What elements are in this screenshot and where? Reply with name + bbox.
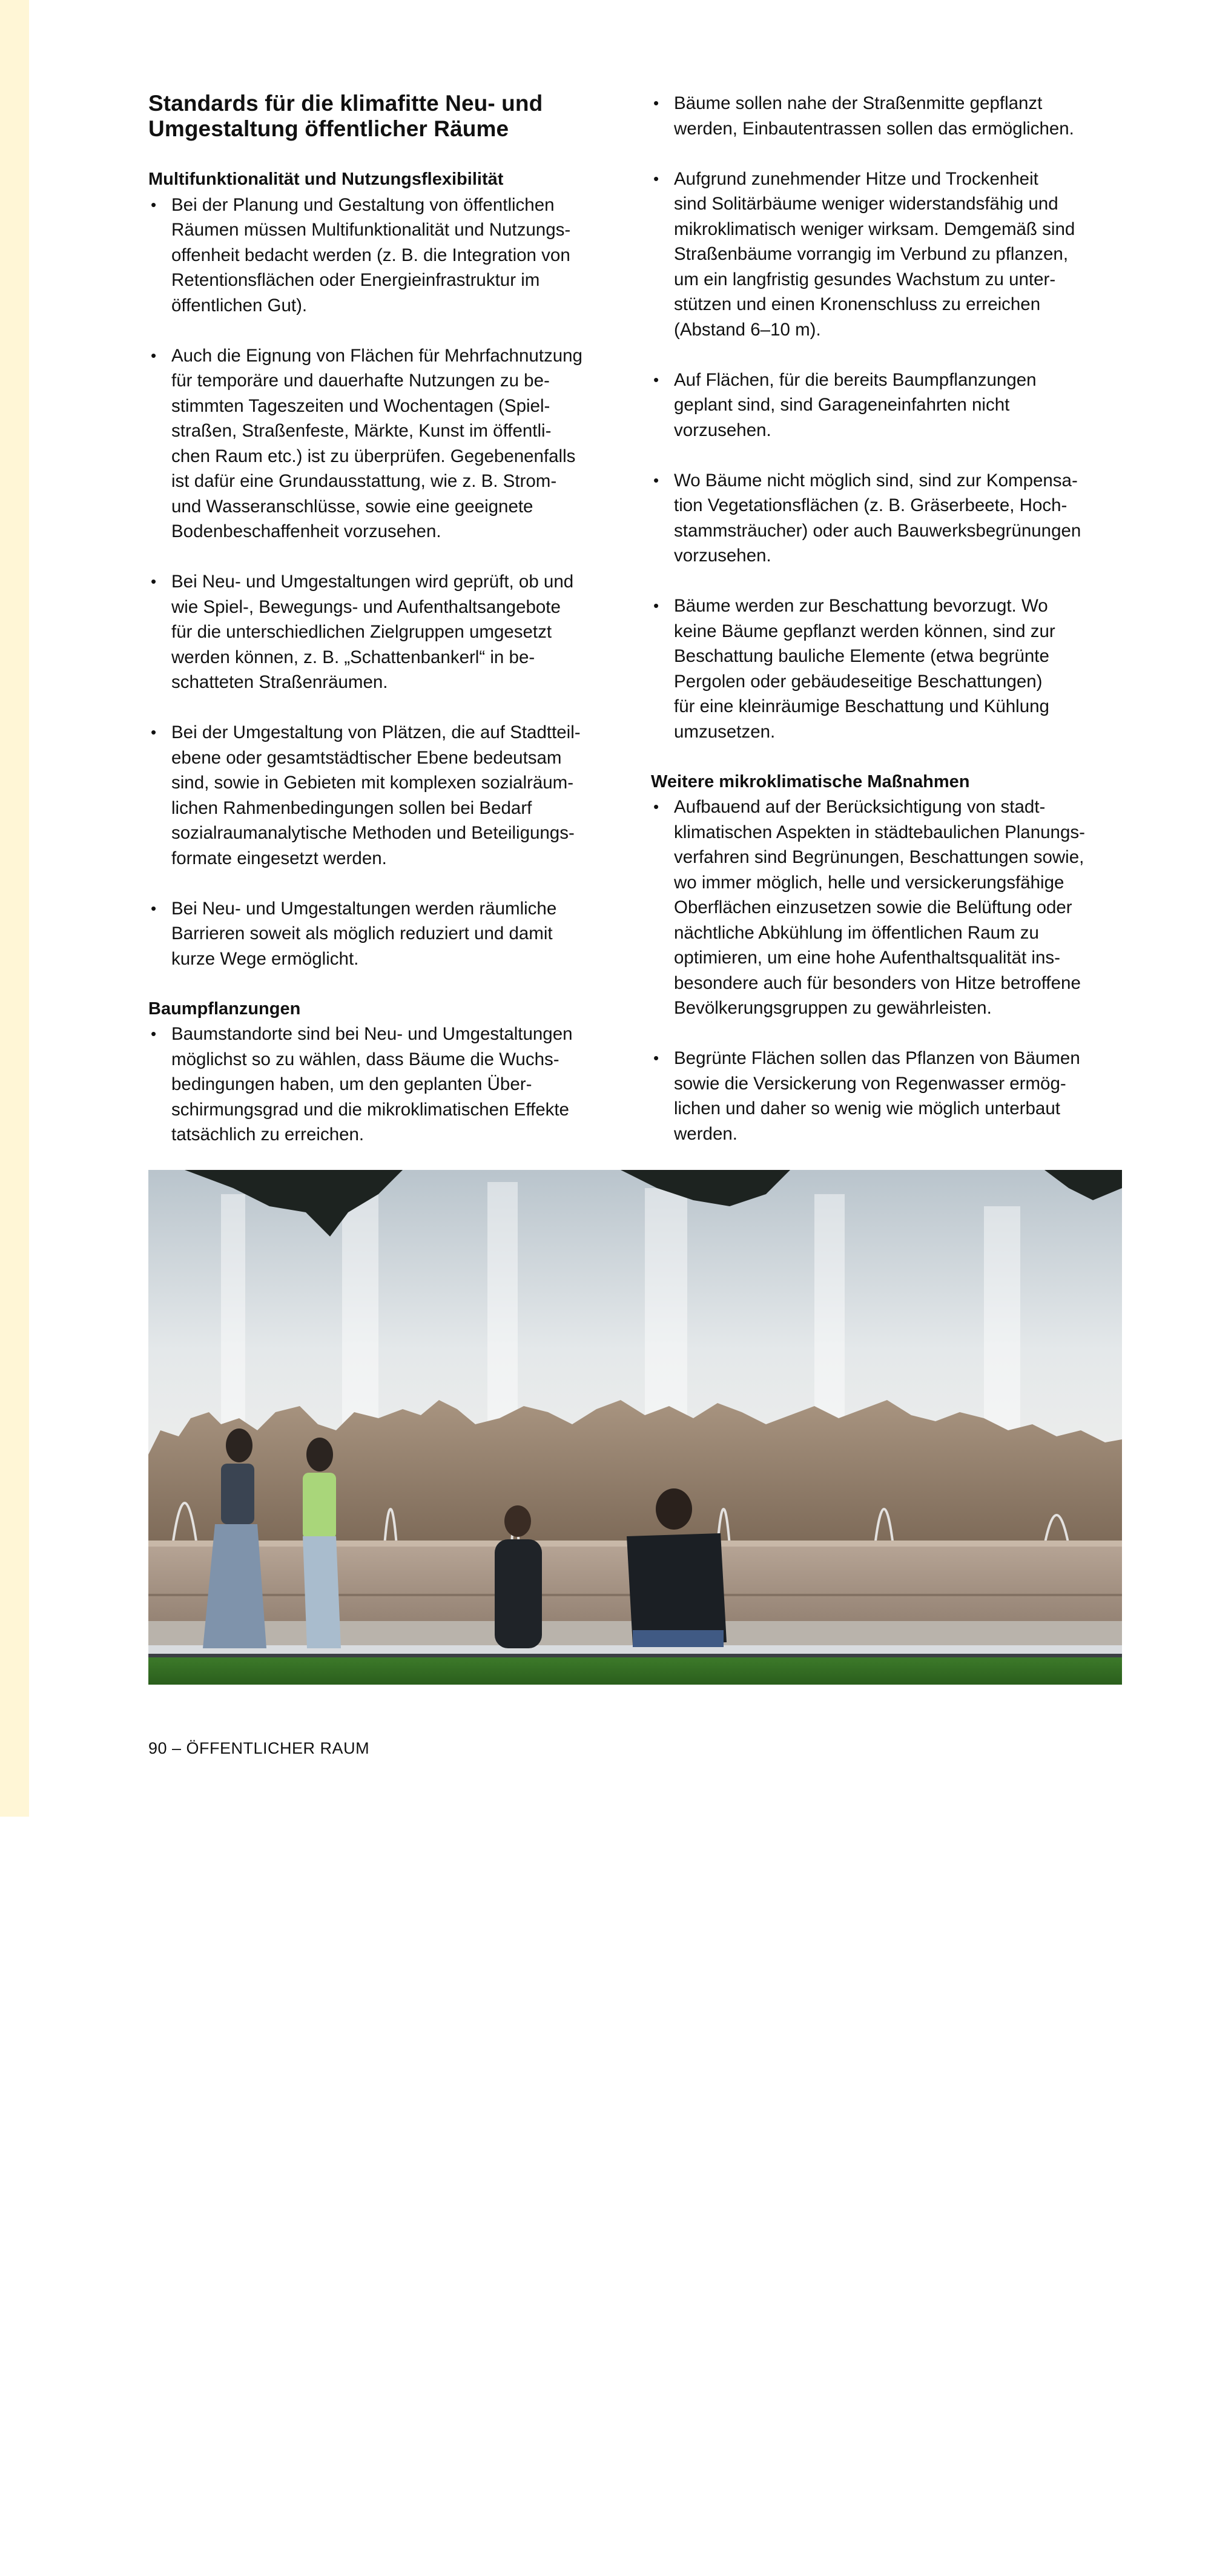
bullet-text-line: keine Bäume gepflanzt werden können, sind zur [674,621,1055,641]
bullet-text-line: umzusetzen. [674,721,776,742]
left-sections [148,167,633,1148]
bullet-item [148,343,633,544]
bullet-text-line: nächtliche Abkühlung im öffentlichen Raum zu [674,922,1039,943]
bullet-dot-icon: • [653,169,659,188]
bullet-text-line: Bäume sollen nahe der Straßenmitte gepflanzt [674,93,1043,113]
bullet-text-line: Räumen müssen Multifunktionalität und Nutzungs- [171,220,571,240]
bullet-item [651,167,1135,343]
bullet-text-line: Begrünte Flächen sollen das Pflanzen von Bäumen [674,1048,1080,1068]
bullet-text-line: Oberflächen einzusetzen sowie die Belüftung oder [674,897,1072,917]
content-section [651,91,1135,744]
bullet-dot-icon: • [151,899,157,917]
content-section [651,770,1135,1147]
bullet-text-line: besondere auch für besonders von Hitze betroffene [674,973,1081,993]
photo-illustration [148,1170,1122,1685]
photo-credit: Stadt Wien / Gerd Götzenbrucker [305,2364,320,2576]
bullet-text-line: für die unterschiedlichen Zielgruppen umgesetzt [171,622,552,642]
bullet-text-line: ebene oder gesamtstädtischer Ebene bedeutsam [171,747,562,768]
section-heading: Multifunktionalität und Nutzungsflexibilität [148,170,504,189]
bullet-text-line: tion Vegetationsflächen (z. B. Gräserbeete, Hoch- [674,495,1067,515]
bullet-text-line: Retentionsflächen oder Energieinfrastruktur im [171,270,540,290]
bullet-item [651,593,1135,744]
bullet-text-line: vorzusehen. [674,546,771,566]
bullet-text-line: werden können, z. B. „Schattenbankerl“ in be- [171,647,535,667]
bullet-text-line: offenheit bedacht werden (z. B. die Integration von [171,245,570,265]
bullet-text-line: Bei der Planung und Gestaltung von öffentlichen [171,194,555,215]
bullet-text-line: lichen und daher so wenig wie möglich unterbaut [674,1098,1060,1118]
bullet-text-line: für eine kleinräumige Beschattung und Kühlung [674,696,1049,716]
bullet-dot-icon: • [151,1025,157,1043]
bullet-text-line: Bäume werden zur Beschattung bevorzugt. Wo [674,596,1048,616]
bullet-text-line: möglichst so zu wählen, dass Bäume die Wuchs- [171,1049,559,1069]
bullet-text-line: stimmten Tageszeiten und Wochentagen (Spiel- [171,395,550,416]
bullet-text-line: lichen Rahmenbedingungen sollen bei Bedarf [171,798,532,818]
bullet-dot-icon: • [151,346,157,365]
bullet-text-line: sind, sowie in Gebieten mit komplexen sozialräum- [171,773,574,793]
content-section [148,167,633,971]
right-sections [651,91,1135,1146]
bullet-text-line: schatteten Straßenräumen. [171,672,388,692]
bullet-text-line: sind Solitärbäume weniger widerstandsfähig und [674,194,1058,214]
bullet-item [651,91,1135,141]
bullet-dot-icon: • [653,798,659,816]
bullet-item [651,368,1135,443]
bullet-text-line: um ein langfristig gesundes Wachstum zu unter- [674,269,1056,289]
bullet-dot-icon: • [653,370,659,389]
bullet-dot-icon: • [151,723,157,741]
left-column [148,91,633,1172]
bullet-text-line: Beschattung bauliche Elemente (etwa begrünte [674,646,1049,666]
bullet-text-line: öffentlichen Gut). [171,295,308,315]
bullet-dot-icon: • [653,94,659,112]
bullet-text-line: Aufgrund zunehmender Hitze und Trockenheit [674,168,1038,189]
bullet-text-line: vorzusehen. [674,420,771,440]
bullet-list [148,193,633,972]
bullet-item [651,794,1135,1021]
bullet-text-line: sozialraumanalytische Methoden und Beteiligungs- [171,823,575,843]
bullet-text-line: stammsträucher) oder auch Bauwerksbegrünungen [674,520,1081,541]
content-section [148,997,633,1148]
bullet-dot-icon: • [151,195,157,214]
bullet-item [148,1022,633,1148]
bullet-text-line: straßen, Straßenfeste, Märkte, Kunst im öffentli- [171,421,552,441]
page-title [148,91,633,142]
bullet-text-line: kurze Wege ermöglicht. [171,948,359,969]
bullet-dot-icon: • [653,596,659,615]
bullet-text-line: (Abstand 6–10 m). [674,319,821,340]
bullet-text-line: wie Spiel-, Bewegungs- und Aufenthaltsangebote [171,596,561,617]
bullet-text-line: für temporäre und dauerhafte Nutzungen zu be- [171,371,550,391]
bullet-text-line: Bei Neu- und Umgestaltungen wird geprüft, ob und [171,572,574,592]
bullet-list [651,794,1135,1146]
bullet-text-line: Bevölkerungsgruppen zu gewährleisten. [674,998,992,1018]
bullet-item [651,1046,1135,1146]
page-footer: 90 – ÖFFENTLICHER RAUM [148,1739,370,1757]
bullet-text-line: sowie die Versickerung von Regenwasser ermög- [674,1073,1066,1094]
bullet-item [148,569,633,695]
section-heading: Weitere mikroklimatische Maßnahmen [651,771,970,791]
title-line: Umgestaltung öffentlicher Räume [148,116,509,141]
bullet-text-line: Straßenbäume vorrangig im Verbund zu pflanzen, [674,244,1069,264]
bullet-text-line: bedingungen haben, um den geplanten Über- [171,1074,532,1094]
bullet-text-line: Wo Bäume nicht möglich sind, sind zur Kompensa- [674,470,1078,490]
bullet-text-line: und Wasseranschlüsse, sowie eine geeignete [171,496,533,517]
bullet-dot-icon: • [653,471,659,489]
bullet-text-line: wo immer möglich, helle und versickerungsfähige [674,872,1064,893]
bullet-item [148,896,633,972]
bullet-text-line: verfahren sind Begrünungen, Beschattungen sowie, [674,847,1084,867]
bullet-text-line: Pergolen oder gebäudeseitige Beschattungen) [674,671,1043,692]
bullet-text-line: schirmungsgrad und die mikroklimatischen Effekte [171,1099,569,1120]
bullet-list [651,91,1135,744]
bullet-text-line: formate eingesetzt werden. [171,848,387,868]
accent-side-strip [0,0,29,1817]
bullet-text-line: Bei Neu- und Umgestaltungen werden räumliche [171,898,557,919]
bullet-text-line: geplant sind, sind Garageneinfahrten nicht [674,395,1010,415]
right-column [651,91,1135,1172]
bullet-item [651,468,1135,569]
bullet-text-line: Bodenbeschaffenheit vorzusehen. [171,521,441,541]
bullet-dot-icon: • [151,572,157,590]
bullet-dot-icon: • [653,1049,659,1067]
bullet-text-line: chen Raum etc.) ist zu überprüfen. Gegebenenfalls [171,446,576,466]
bullet-text-line: Bei der Umgestaltung von Plätzen, die auf Stadtteil- [171,722,581,742]
bullet-list [148,1022,633,1148]
bullet-text-line: mikroklimatisch weniger wirksam. Demgemäß sind [674,219,1075,239]
bullet-text-line: Auch die Eignung von Flächen für Mehrfachnutzung [171,345,582,366]
bullet-text-line: tatsächlich zu erreichen. [171,1125,365,1144]
section-heading: Baumpflanzungen [148,999,301,1019]
bullet-text-line: Barrieren soweit als möglich reduziert und damit [171,923,553,943]
bullet-text-line: werden. [674,1123,737,1144]
bullet-item [148,720,633,871]
bullet-text-line: optimieren, um eine hohe Aufenthaltsqualität ins- [674,948,1060,968]
bullet-text-line: ist dafür eine Grundausstattung, wie z. B. Strom- [171,471,557,491]
bullet-text-line: stützen und einen Kronenschluss zu erreichen [674,294,1041,314]
bullet-item [148,193,633,319]
bullet-text-line: werden, Einbautentrassen sollen das ermöglichen. [674,118,1074,139]
bullet-text-line: Auf Flächen, für die bereits Baumpflanzungen [674,369,1037,390]
bullet-text-line: Baumstandorte sind bei Neu- und Umgestaltungen [171,1024,573,1044]
title-line: Standards für die klimafitte Neu- und [148,91,543,116]
bullet-text-line: Aufbauend auf der Berücksichtigung von stadt- [674,797,1046,817]
bullet-text-line: klimatischen Aspekten in städtebaulichen Planungs- [674,822,1085,842]
